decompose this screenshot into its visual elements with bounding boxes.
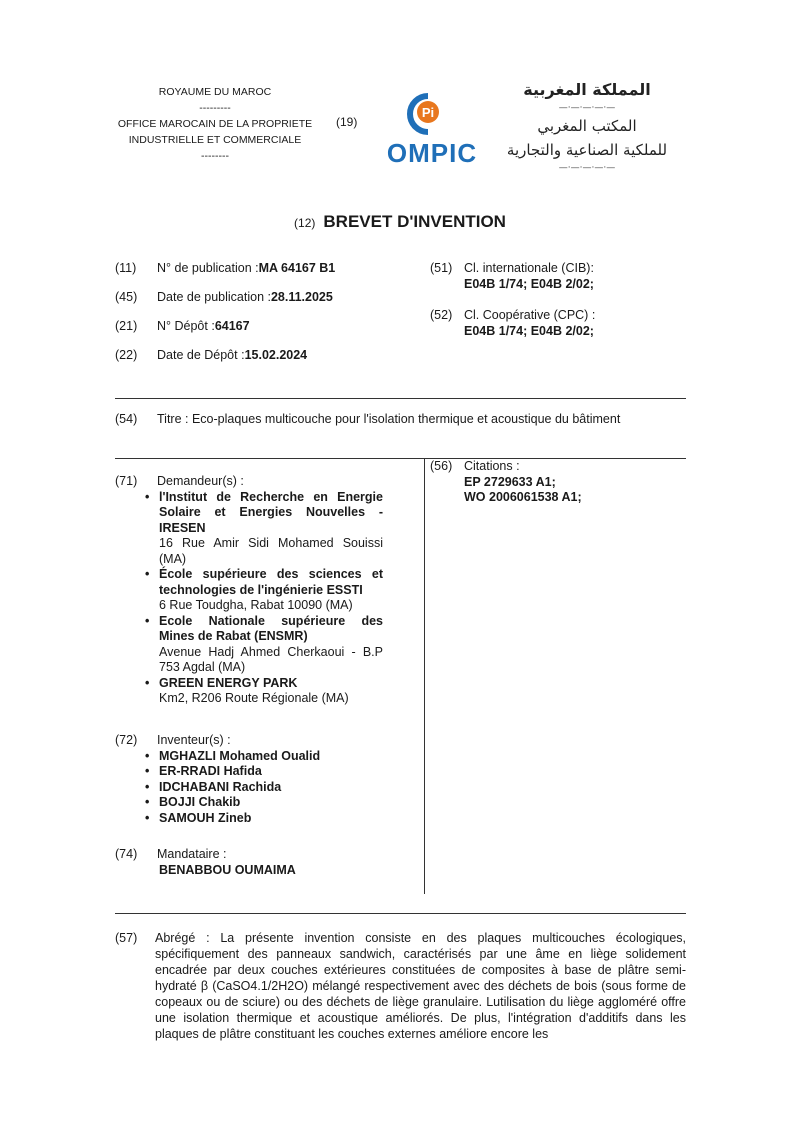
arabic-office-line1: المكتب المغربي: [537, 117, 637, 135]
list-item: • IDCHABANI Rachida: [145, 780, 415, 796]
office-name-line2: INDUSTRIELLE ET COMMERCIALE: [128, 134, 302, 146]
divider: [115, 398, 686, 399]
list-item: • BOJJI Chakib: [145, 795, 415, 811]
ompic-logo: [384, 92, 480, 168]
biblio-publication-number: (11) N° de publication :MA 64167 B1: [115, 261, 336, 275]
logo-mark-text: Pi: [421, 105, 435, 120]
divider: [115, 913, 686, 914]
biblio-filing-date: (22) Date de Dépôt :15.02.2024: [115, 348, 308, 362]
invention-title: (54) Titre : Eco-plaques multicouche pour l'isolation thermique et acoustique du bâtiment: [115, 412, 621, 426]
citation-item: EP 2729633 A1;: [464, 474, 556, 489]
separator: --------: [201, 150, 229, 162]
kingdom-name: ROYAUME DU MAROC: [158, 86, 272, 98]
list-item: • SAMOUH Zineb: [145, 811, 415, 827]
biblio-filing-number: (21) N° Dépôt :64167: [115, 319, 250, 333]
biblio-publication-date: (45) Date de publication :28.11.2025: [115, 290, 333, 304]
separator: ---------: [199, 102, 231, 114]
document-title-row: [0, 212, 800, 232]
separator: —·—·—·—·—: [558, 103, 616, 113]
office-name-line1: OFFICE MAROCAIN DE LA PROPRIETE: [117, 118, 313, 130]
list-item: • l'Institut de Recherche en Energie Solaire et Energies Nouvelles - IRESEN 16 Rue Amir Sidi Mohamed Souissi (MA): [145, 490, 383, 568]
biblio-ipc-class: (51) Cl. internationale (CIB): E04B 1/74; E04B 2/02;: [430, 261, 594, 291]
header-arabic-block: [492, 78, 682, 174]
citation-item: WO 2006061538 A1;: [464, 490, 582, 504]
document-title: BREVET D'INVENTION: [323, 212, 506, 231]
list-item: • Ecole Nationale supérieure des Mines de Rabat (ENSMR) Avenue Hadj Ahmed Cherkaoui - B.P 753 Agdal (MA): [145, 614, 383, 676]
column-divider: [424, 458, 425, 894]
applicants-section: (71) Demandeur(s) : • l'Institut de Recherche en Energie Solaire et Energies Nouvelles - IRESEN 16 Rue Amir Sidi Mohamed Souissi (MA) • École supérieure des sciences et technologies de l'ingénierie ESSTI 6 Rue Toudgha, Rabat 10090 (MA) • Ecole Nationale supérieure des Mines de Rabat (ENSMR) Avenue Hadj Ahmed Cherkaoui - B.P 753 Agdal (MA) • GREEN ENERGY PARK Km2, R206 Route Régionale (MA): [115, 474, 383, 707]
list-item: • École supérieure des sciences et technologies de l'ingénierie ESSTI 6 Rue Toudgha, Rabat 10090 (MA): [145, 567, 383, 614]
inventors-list: [145, 749, 415, 827]
header-office-block: [108, 84, 322, 164]
agent-section: (74) Mandataire : BENABBOU OUMAIMA: [115, 847, 296, 877]
abstract-text: Abrégé : La présente invention consiste en des plaques multicouches écologiques, spécifiquement des panneaux sandwich, caractérisés par une âme en liège solidement encadrée par deux couches extérieures constituées de composites à base de plâtre semi-hydraté β (CaSO4.1/2H2O) mélangé respectivement avec des déchets de bois (sous forme de copeaux ou de sciure) ou des déchets de liège granulaire. Lutilisation du liège aggloméré offre une isolation thermique et acoustique améliorés. De plus, l'intégration d'additifs dans les plaques de plâtre constituant les couches externes améliore encore les: [155, 931, 686, 1041]
list-item: • MGHAZLI Mohamed Oualid: [145, 749, 415, 765]
arabic-office-line2: للملكية الصناعية والتجارية: [506, 141, 668, 159]
list-item: • ER-RRADI Hafida: [145, 764, 415, 780]
biblio-cpc-class: (52) Cl. Coopérative (CPC) : E04B 1/74; E04B 2/02;: [430, 308, 596, 338]
ompic-logo-icon: [384, 92, 480, 168]
inid-code-12: (12): [294, 216, 316, 230]
inventors-section: (72) Inventeur(s) : • MGHAZLI Mohamed Oualid • ER-RRADI Hafida • IDCHABANI Rachida • BOJJI Chakib • SAMOUH Zineb: [115, 733, 415, 826]
citations-section: (56) Citations : EP 2729633 A1; WO 2006061538 A1;: [430, 459, 582, 504]
separator: —·—·—·—·—: [558, 163, 616, 173]
arabic-kingdom: المملكة المغربية: [523, 80, 651, 99]
logo-text: OMPIC: [386, 138, 478, 168]
applicants-list: [145, 490, 383, 707]
list-item: • GREEN ENERGY PARK Km2, R206 Route Régionale (MA): [145, 676, 383, 707]
inid-code-19: (19): [336, 115, 358, 129]
abstract-section: (57) Abrégé : La présente invention consiste en des plaques multicouches écologiques, spécifiquement des panneaux sandwich, caractérisés par une âme en liège solidement encadrée par deux couches extérieures constituées de composites à base de plâtre semi-hydraté β (CaSO4.1/2H2O) mélangé respectivement avec des déchets de bois (sous forme de copeaux ou de sciure) ou des déchets de liège granulaire. Lutilisation du liège aggloméré offre une isolation thermique et acoustique améliorés. De plus, l'intégration d'additifs dans les plaques de plâtre constituant les couches externes améliore encore les: [115, 931, 686, 1041]
